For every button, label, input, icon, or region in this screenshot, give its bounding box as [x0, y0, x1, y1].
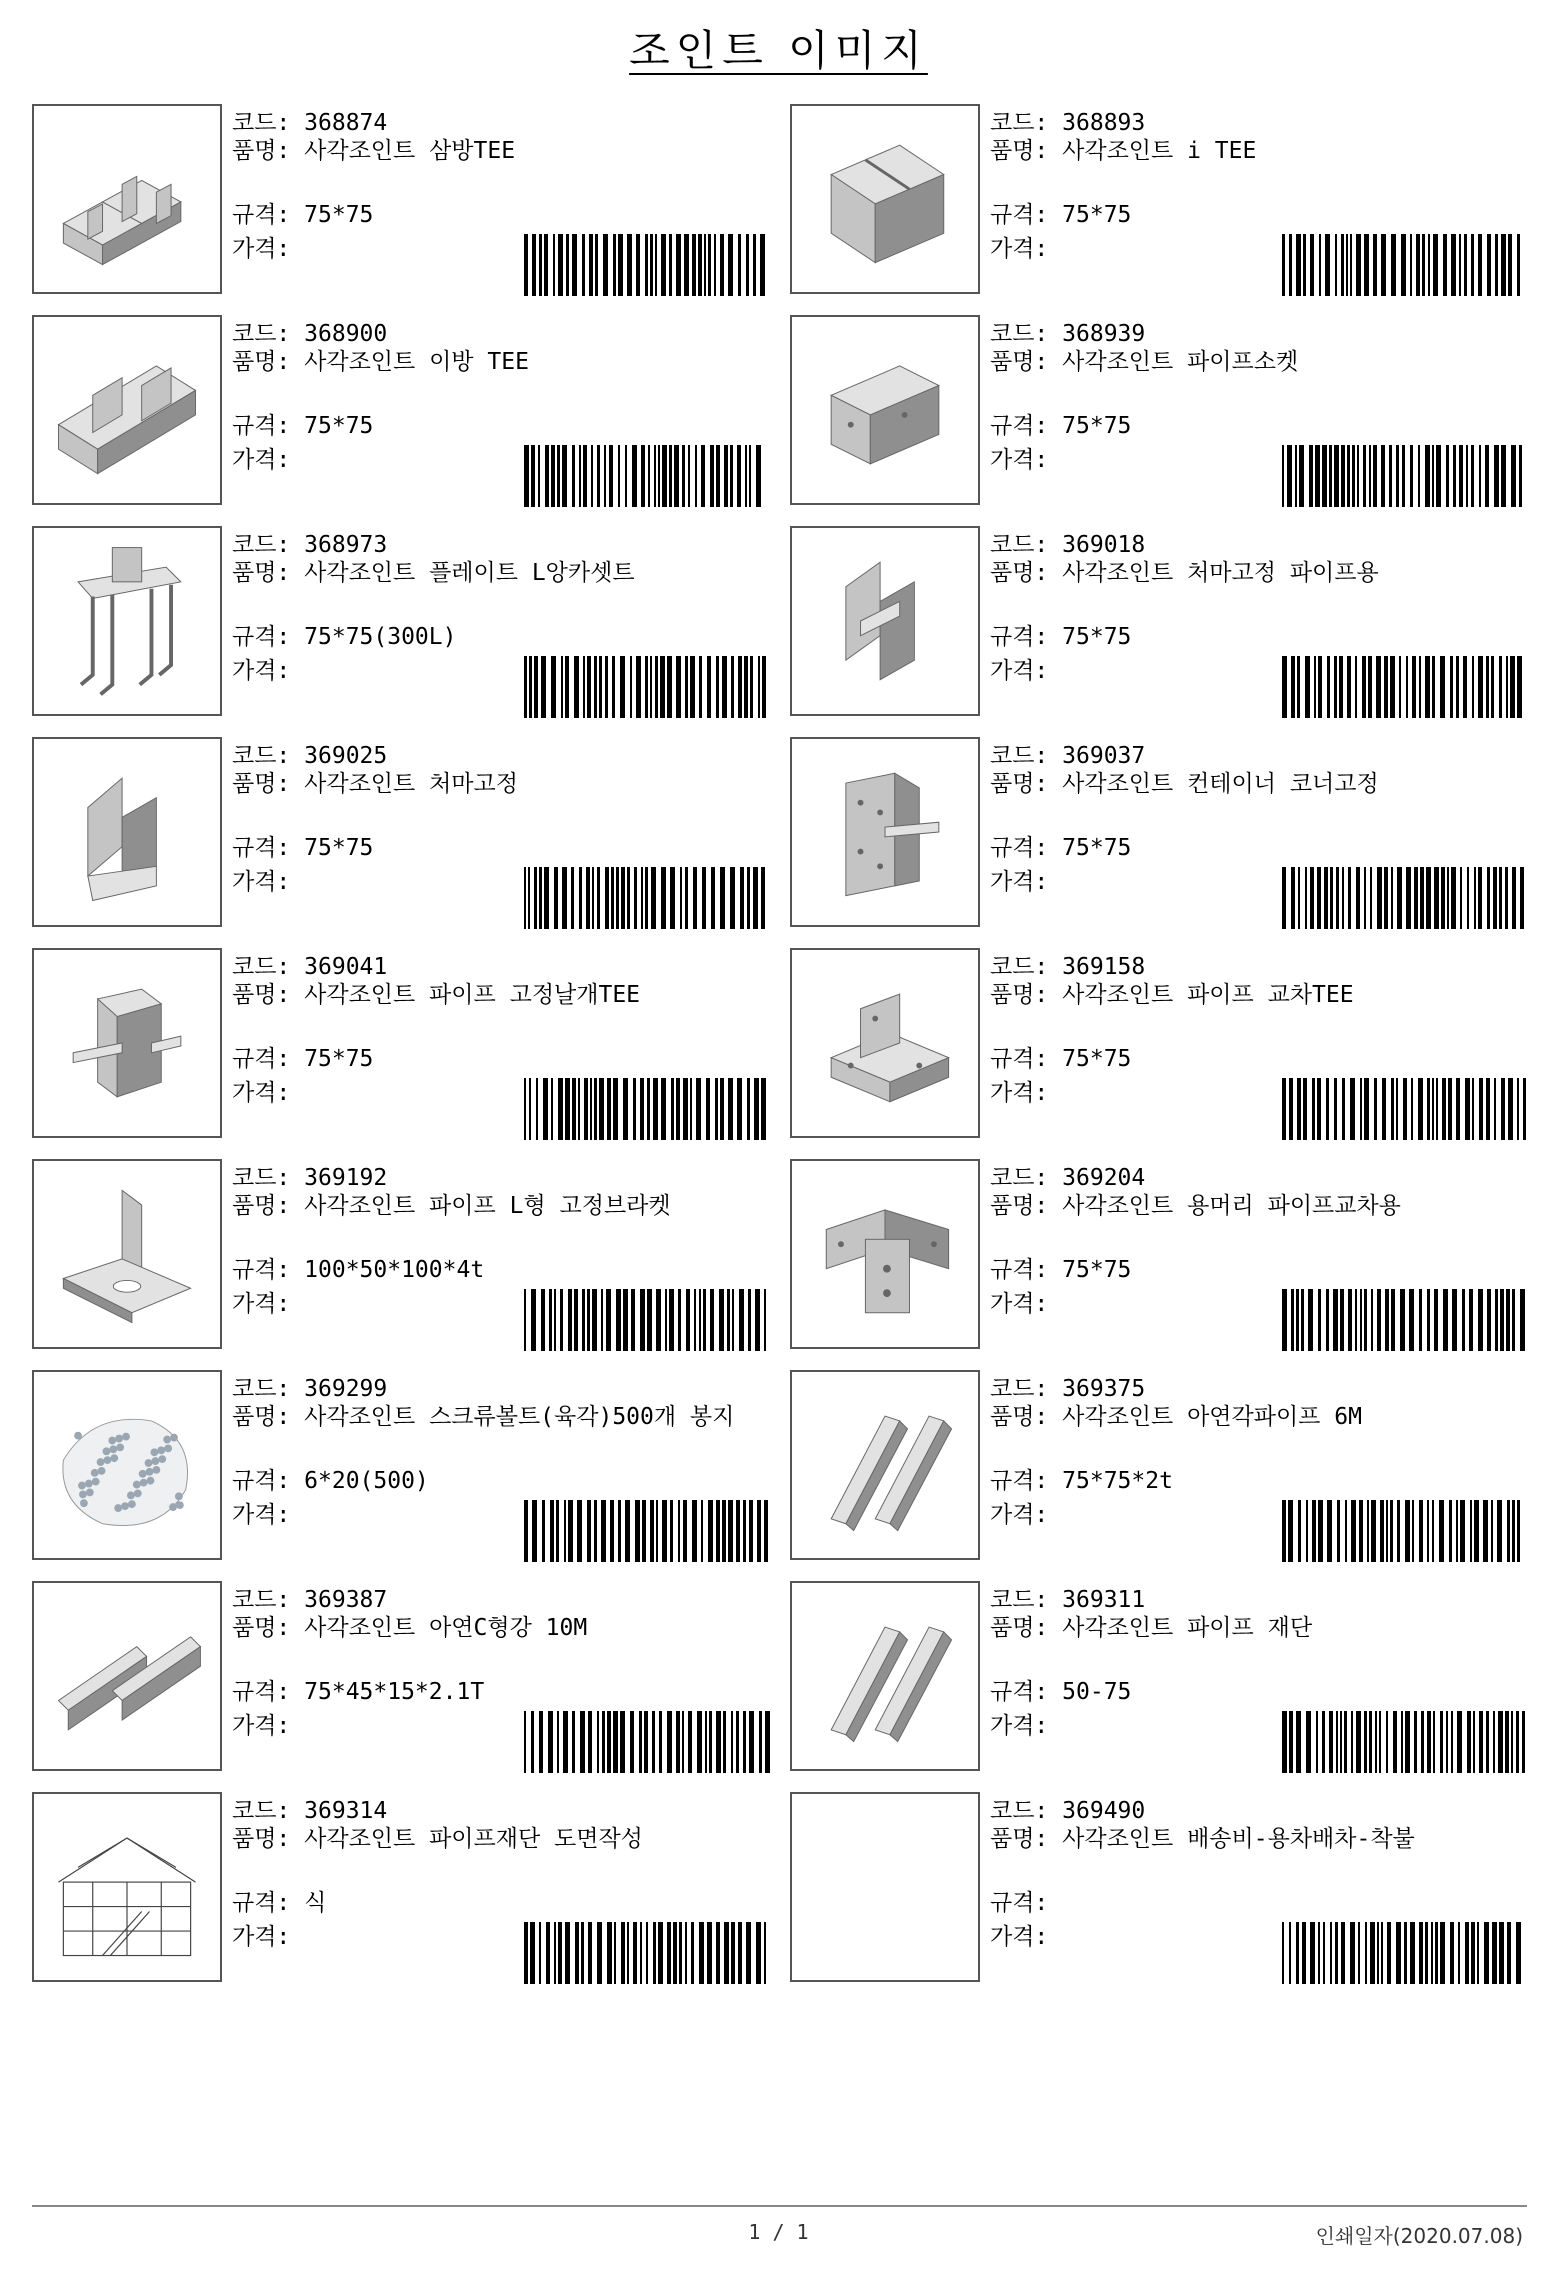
product-price: 가격:: [990, 236, 1049, 262]
product-name: 품명: 사각조인트 처마고정: [232, 771, 518, 797]
product-card: [32, 315, 790, 526]
product-name: 품명: 사각조인트 배송비-용차배차-착불: [990, 1826, 1415, 1852]
barcode: [1282, 1500, 1530, 1562]
product-image: [790, 737, 980, 927]
product-image: [32, 315, 222, 505]
product-code: 코드: 368900: [232, 321, 388, 347]
product-spec: 규격: 75*75: [232, 835, 374, 861]
barcode: [1282, 1078, 1530, 1140]
product-grid: [32, 104, 1540, 2003]
product-card: [790, 737, 1540, 948]
barcode: [1282, 867, 1530, 929]
barcode: [1282, 445, 1530, 507]
product-name: 품명: 사각조인트 파이프 고정날개TEE: [232, 982, 641, 1008]
product-code: 코드: 369025: [232, 743, 388, 769]
page-title: 조인트 이미지: [629, 26, 928, 75]
product-name: 품명: 사각조인트 아연C형강 10M: [232, 1615, 588, 1641]
product-price: 가격:: [990, 658, 1049, 684]
product-image: [790, 104, 980, 294]
product-price: 가격:: [232, 1080, 291, 1106]
product-code: 코드: 369158: [990, 954, 1146, 980]
product-spec: 규격: 6*20(500): [232, 1468, 429, 1494]
barcode: [1282, 1711, 1530, 1773]
product-spec: 규격: 식: [232, 1890, 327, 1916]
print-date: 인쇄일자(2020.07.08): [1315, 2224, 1523, 2248]
product-card: [32, 1792, 790, 2003]
product-card: [790, 315, 1540, 526]
product-spec: 규격: 75*75: [990, 202, 1132, 228]
product-name: 품명: 사각조인트 아연각파이프 6M: [990, 1404, 1362, 1430]
product-spec: 규격: 75*75: [232, 202, 374, 228]
product-spec: 규격: 75*75: [990, 835, 1132, 861]
product-name: 품명: 사각조인트 용머리 파이프교차용: [990, 1193, 1401, 1219]
product-spec: 규격: 75*75*2t: [990, 1468, 1173, 1494]
product-spec: 규격: 100*50*100*4t: [232, 1257, 485, 1283]
product-card: [790, 1159, 1540, 1370]
barcode: [524, 867, 772, 929]
product-card: [790, 526, 1540, 737]
barcode: [524, 1078, 772, 1140]
product-price: 가격:: [232, 658, 291, 684]
product-name: 품명: 사각조인트 파이프재단 도면작성: [232, 1826, 643, 1852]
product-code: 코드: 369018: [990, 532, 1146, 558]
product-name: 품명: 사각조인트 i TEE: [990, 138, 1257, 164]
product-image: [32, 104, 222, 294]
product-card: [790, 1370, 1540, 1581]
product-image: [790, 1581, 980, 1771]
page-number: 1 / 1: [748, 2220, 809, 2244]
product-name: 품명: 사각조인트 플레이트 L앙카셋트: [232, 560, 635, 586]
product-name: 품명: 사각조인트 파이프소켓: [990, 349, 1299, 375]
product-code: 코드: 368874: [232, 110, 388, 136]
product-price: 가격:: [232, 869, 291, 895]
product-price: 가격:: [232, 447, 291, 473]
barcode: [1282, 656, 1530, 718]
product-spec: 규격:: [990, 1890, 1049, 1916]
product-code: 코드: 368893: [990, 110, 1146, 136]
product-spec: 규격: 75*75: [232, 413, 374, 439]
product-code: 코드: 369387: [232, 1587, 388, 1613]
product-card: [32, 104, 790, 315]
product-image: [790, 315, 980, 505]
product-image: [32, 737, 222, 927]
barcode: [524, 1500, 772, 1562]
barcode: [1282, 1922, 1530, 1984]
product-spec: 규격: 75*75: [990, 413, 1132, 439]
product-code: 코드: 369037: [990, 743, 1146, 769]
product-card: [790, 948, 1540, 1159]
product-price: 가격:: [990, 1291, 1049, 1317]
product-card: [32, 1159, 790, 1370]
product-price: 가격:: [990, 869, 1049, 895]
barcode: [524, 1922, 772, 1984]
barcode: [524, 656, 772, 718]
product-spec: 규격: 75*45*15*2.1T: [232, 1679, 485, 1705]
product-name: 품명: 사각조인트 이방 TEE: [232, 349, 529, 375]
product-spec: 규격: 75*75: [990, 624, 1132, 650]
product-image: [32, 526, 222, 716]
product-code: 코드: 369375: [990, 1376, 1146, 1402]
product-name: 품명: 사각조인트 파이프 L형 고정브라켓: [232, 1193, 671, 1219]
product-name: 품명: 사각조인트 컨테이너 코너고정: [990, 771, 1379, 797]
product-card: [790, 104, 1540, 315]
product-price: 가격:: [990, 447, 1049, 473]
barcode: [1282, 234, 1530, 296]
barcode: [524, 1289, 772, 1351]
product-name: 품명: 사각조인트 파이프 재단: [990, 1615, 1313, 1641]
product-spec: 규격: 75*75: [232, 1046, 374, 1072]
product-price: 가격:: [990, 1080, 1049, 1106]
product-spec: 규격: 75*75: [990, 1257, 1132, 1283]
product-price: 가격:: [232, 1291, 291, 1317]
product-card: [32, 526, 790, 737]
product-spec: 규격: 75*75(300L): [232, 624, 457, 650]
product-name: 품명: 사각조인트 처마고정 파이프용: [990, 560, 1379, 586]
product-image: [790, 1159, 980, 1349]
product-card: [32, 737, 790, 948]
product-code: 코드: 369311: [990, 1587, 1146, 1613]
product-image: [32, 1792, 222, 1982]
product-spec: 규격: 50-75: [990, 1679, 1132, 1705]
barcode: [1282, 1289, 1530, 1351]
product-card: [32, 1581, 790, 1792]
product-image: [32, 948, 222, 1138]
product-code: 코드: 368973: [232, 532, 388, 558]
product-price: 가격:: [990, 1713, 1049, 1739]
barcode: [524, 234, 772, 296]
product-name: 품명: 사각조인트 삼방TEE: [232, 138, 516, 164]
product-image: [790, 526, 980, 716]
product-code: 코드: 369204: [990, 1165, 1146, 1191]
product-code: 코드: 368939: [990, 321, 1146, 347]
product-code: 코드: 369192: [232, 1165, 388, 1191]
product-card: [32, 948, 790, 1159]
product-image: [32, 1370, 222, 1560]
product-image: [790, 1370, 980, 1560]
product-price: 가격:: [232, 236, 291, 262]
product-card: [32, 1370, 790, 1581]
product-name: 품명: 사각조인트 파이프 교차TEE: [990, 982, 1354, 1008]
barcode: [524, 1711, 772, 1773]
product-code: 코드: 369041: [232, 954, 388, 980]
footer-divider: [32, 2205, 1527, 2207]
product-image: [790, 1792, 980, 1982]
product-price: 가격:: [990, 1502, 1049, 1528]
barcode: [524, 445, 772, 507]
product-code: 코드: 369299: [232, 1376, 388, 1402]
product-code: 코드: 369490: [990, 1798, 1146, 1824]
product-price: 가격:: [232, 1713, 291, 1739]
product-image: [790, 948, 980, 1138]
product-image: [32, 1581, 222, 1771]
product-name: 품명: 사각조인트 스크류볼트(육각)500개 봉지: [232, 1404, 735, 1430]
product-price: 가격:: [232, 1502, 291, 1528]
product-price: 가격:: [232, 1924, 291, 1950]
product-spec: 규격: 75*75: [990, 1046, 1132, 1072]
product-price: 가격:: [990, 1924, 1049, 1950]
product-card: [790, 1792, 1540, 2003]
product-code: 코드: 369314: [232, 1798, 388, 1824]
product-image: [32, 1159, 222, 1349]
product-card: [790, 1581, 1540, 1792]
